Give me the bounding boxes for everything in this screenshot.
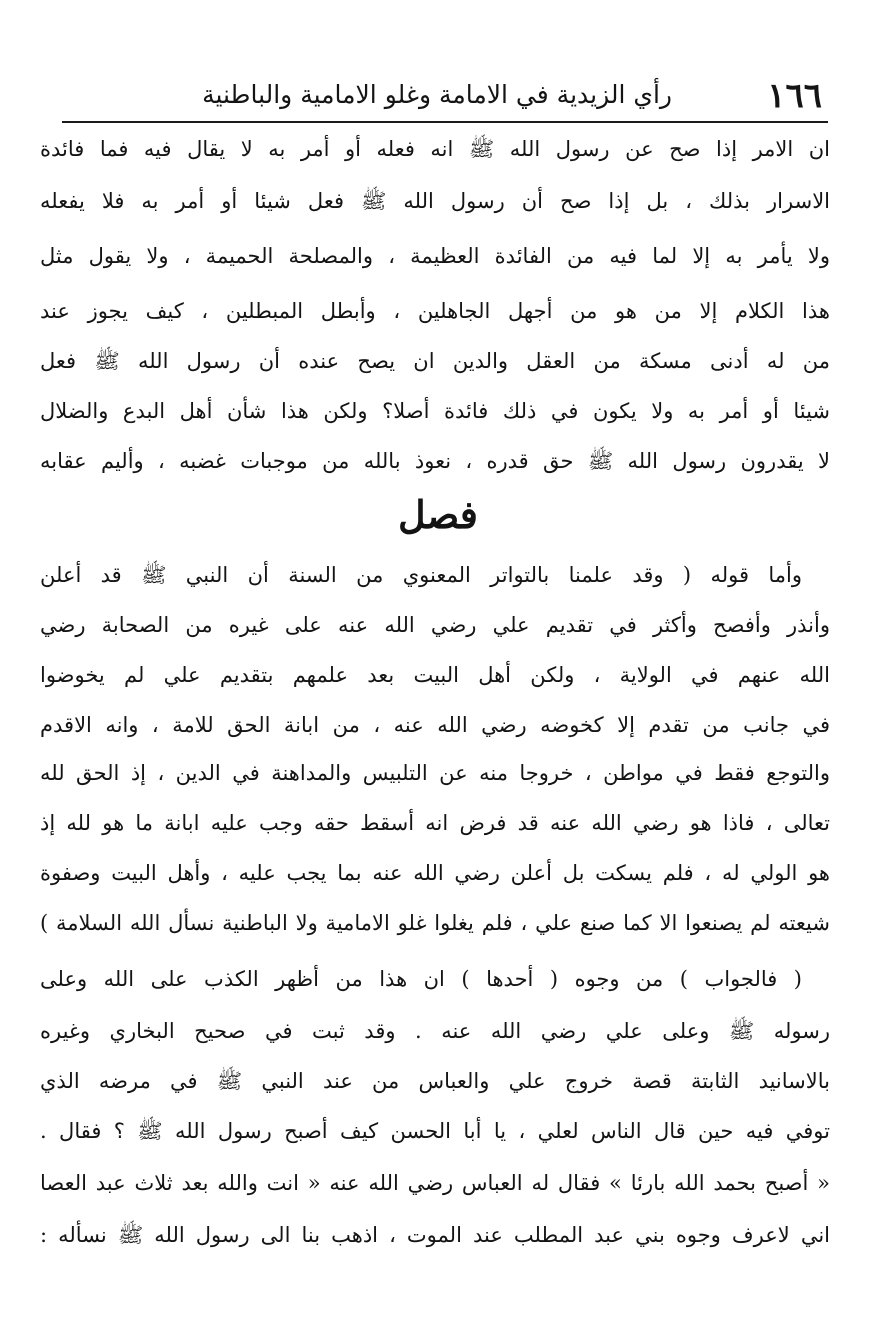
page-header bbox=[62, 74, 822, 124]
text-line: ان الامر إذا صح عن رسول الله ﷺ انه فعله أو أمر به لا يقال فيه فما فائدة bbox=[40, 137, 830, 161]
text-line: الاسرار بذلك ، بل إذا صح أن رسول الله ﷺ فعل شيئا أو أمر به فلا يفعله bbox=[40, 189, 830, 213]
text-line: هذا الكلام إلا من هو من أجهل الجاهلين ، وأبطل المبطلين ، كيف يجوز عند bbox=[40, 299, 830, 323]
text-line: في جانب من تقدم إلا كخوضه رضي الله عنه ، من ابانة الحق للامة ، وانه الاقدم bbox=[40, 713, 830, 737]
text-line: لا يقدرون رسول الله ﷺ حق قدره ، نعوذ بالله من موجبات غضبه ، وأليم عقابه bbox=[40, 449, 830, 473]
text-line: رسوله ﷺ وعلى علي رضي الله عنه . وقد ثبت في صحيح البخاري وغيره bbox=[40, 1019, 830, 1043]
text-line: والتوجع فقط في مواطن ، خروجا منه عن التلبيس والمداهنة في الدين ، إذ الحق لله bbox=[40, 761, 830, 785]
text-line: تعالى ، فاذا هو رضي الله عنه قد فرض انه أسقط حقه وجب عليه ابانة ما هو لله إذ bbox=[40, 811, 830, 835]
text-line: توفي فيه حين قال الناس لعلي ، يا أبا الحسن كيف أصبح رسول الله ﷺ ؟ فقال . bbox=[40, 1119, 830, 1143]
text-line: اني لاعرف وجوه بني عبد المطلب عند الموت ، اذهب بنا الى رسول الله ﷺ نسأله : bbox=[40, 1223, 830, 1247]
running-title: رأي الزيدية في الامامة وغلو الامامية والباطنية bbox=[202, 80, 672, 109]
text-line: شيئا أو أمر به ولا يكون في ذلك فائدة أصلا؟ ولكن هذا شأن أهل البدع والضلال bbox=[40, 399, 830, 423]
text-line: من له أدنى مسكة من العقل والدين ان يصح عنده أن رسول الله ﷺ فعل bbox=[40, 349, 830, 373]
text-line: ( فالجواب ) من وجوه ( أحدها ) ان هذا من أظهر الكذب على الله وعلى bbox=[40, 967, 802, 991]
section-heading: فصل bbox=[398, 492, 478, 537]
header-rule bbox=[62, 121, 828, 123]
text-line: شيعته لم يصنعوا الا كما صنع علي ، فلم يغلوا غلو الامامية ولا الباطنية نسأل الله السلامة ) bbox=[40, 911, 830, 935]
text-line: ولا يأمر به إلا لما فيه من الفائدة العظيمة ، والمصلحة الحميمة ، ولا يقول مثل bbox=[40, 244, 830, 268]
text-line: الله عنهم في الولاية ، ولكن أهل البيت بعد علمهم بتقديم علي لم يخوضوا bbox=[40, 663, 830, 687]
text-line: هو الولي له ، فلم يسكت بل أعلن رضي الله عنه بما يجب عليه ، وأهل البيت وصفوة bbox=[40, 861, 830, 885]
page-number: ١٦٦ bbox=[767, 76, 822, 116]
text-line: بالاسانيد الثابتة قصة خروج علي والعباس من عند النبي ﷺ في مرضه الذي bbox=[40, 1069, 830, 1093]
text-line: وأما قوله ( وقد علمنا بالتواتر المعنوي من السنة أن النبي ﷺ قد أعلن bbox=[40, 563, 802, 587]
text-line: « أصبح بحمد الله بارئا » فقال له العباس رضي الله عنه « انت والله بعد ثلاث عبد العصا bbox=[40, 1171, 830, 1195]
text-line: وأنذر وأفصح وأكثر في تقديم علي رضي الله عنه على غيره من الصحابة رضي bbox=[40, 613, 830, 637]
